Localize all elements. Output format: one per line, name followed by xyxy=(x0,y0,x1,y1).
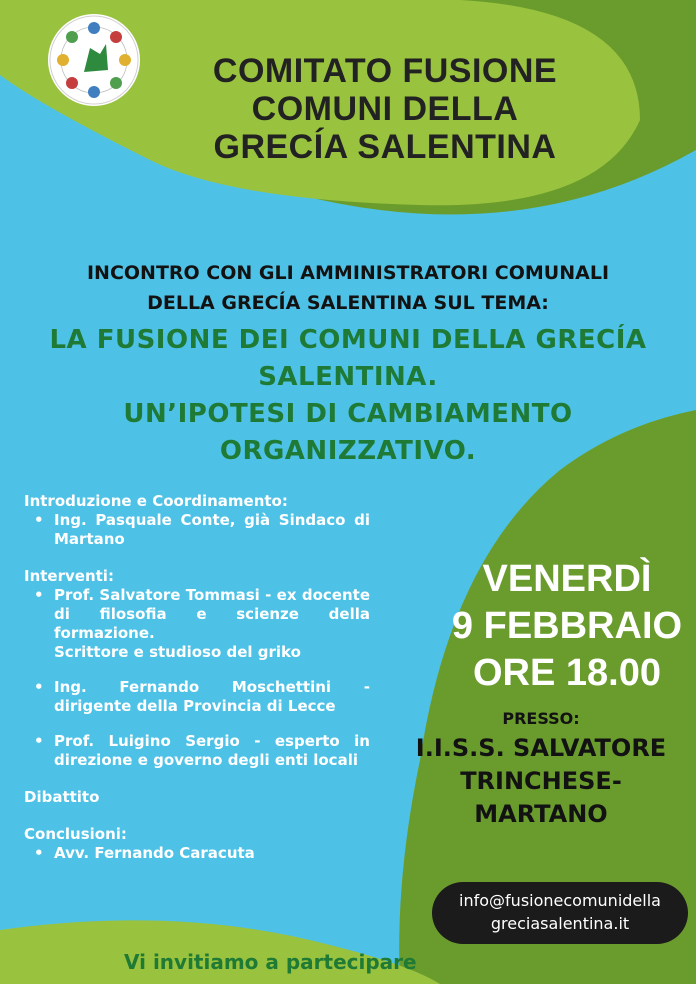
venue-line: TRINCHESE- xyxy=(460,767,622,795)
event-day: VENERDÌ xyxy=(482,558,652,600)
event-time: ORE 18.00 xyxy=(473,652,661,694)
topic-line: SALENTINA. xyxy=(258,362,438,392)
section-title: Introduzione e Coordinamento: xyxy=(24,492,288,510)
list-item: • Ing. Fernando Moschettini - dirigente della Provincia di Lecce xyxy=(54,678,370,716)
intro-list xyxy=(24,511,370,549)
speaker-note: Scrittore e studioso del griko xyxy=(54,643,301,661)
conclusions-list xyxy=(24,844,370,863)
section-title: Interventi: xyxy=(24,567,114,585)
meeting-topic xyxy=(30,322,666,470)
event-date-line: 9 FEBBRAIO xyxy=(451,605,683,647)
intro-line: DELLA GRECÍA SALENTINA SUL TEMA: xyxy=(147,292,549,314)
municipal-crests-seal-icon xyxy=(48,14,140,106)
invitation-text: Vi invitiamo a partecipare xyxy=(124,950,417,974)
org-line: COMITATO FUSIONE xyxy=(212,52,558,90)
venue-line: I.I.S.S. SALVATORE xyxy=(415,734,667,762)
email-line: info@fusionecomunidella xyxy=(459,891,661,910)
intro-line: INCONTRO CON GLI AMMINISTRATORI COMUNALI xyxy=(86,262,610,284)
topic-line: LA FUSIONE DEI COMUNI DELLA GRECÍA xyxy=(49,325,647,355)
venue-name xyxy=(396,732,686,831)
list-item: • Prof. Salvatore Tommasi - ex docente di filosofia e scienze della formazione. xyxy=(54,586,370,643)
debate-title: Dibattito xyxy=(24,788,100,806)
org-line: GRECÍA SALENTINA xyxy=(213,128,557,166)
venue-line: MARTANO xyxy=(474,800,608,828)
talks-list xyxy=(24,732,370,770)
list-item: • Ing. Pasquale Conte, già Sindaco di Martano xyxy=(54,511,370,549)
conclusions-section xyxy=(24,825,370,863)
list-item: • Avv. Fernando Caracuta xyxy=(54,844,370,863)
email-line: greciasalentina.it xyxy=(490,914,630,933)
section-title: Conclusioni: xyxy=(24,825,127,843)
org-line: COMUNI DELLA xyxy=(251,90,519,128)
talks-list xyxy=(24,678,370,716)
topic-line: UN’IPOTESI DI CAMBIAMENTO xyxy=(123,399,573,429)
program xyxy=(24,492,370,863)
topic-line: ORGANIZZATIVO. xyxy=(219,436,477,466)
list-item: • Prof. Luigino Sergio - esperto in direzione e governo degli enti locali xyxy=(54,732,370,770)
venue-label: PRESSO: xyxy=(502,709,580,728)
talks-section xyxy=(24,567,370,770)
contact-email-badge[interactable] xyxy=(432,882,688,944)
event-date xyxy=(432,556,696,697)
meeting-intro xyxy=(40,258,656,318)
intro-section xyxy=(24,492,370,549)
talks-list xyxy=(24,586,370,643)
organization-title xyxy=(160,52,610,166)
